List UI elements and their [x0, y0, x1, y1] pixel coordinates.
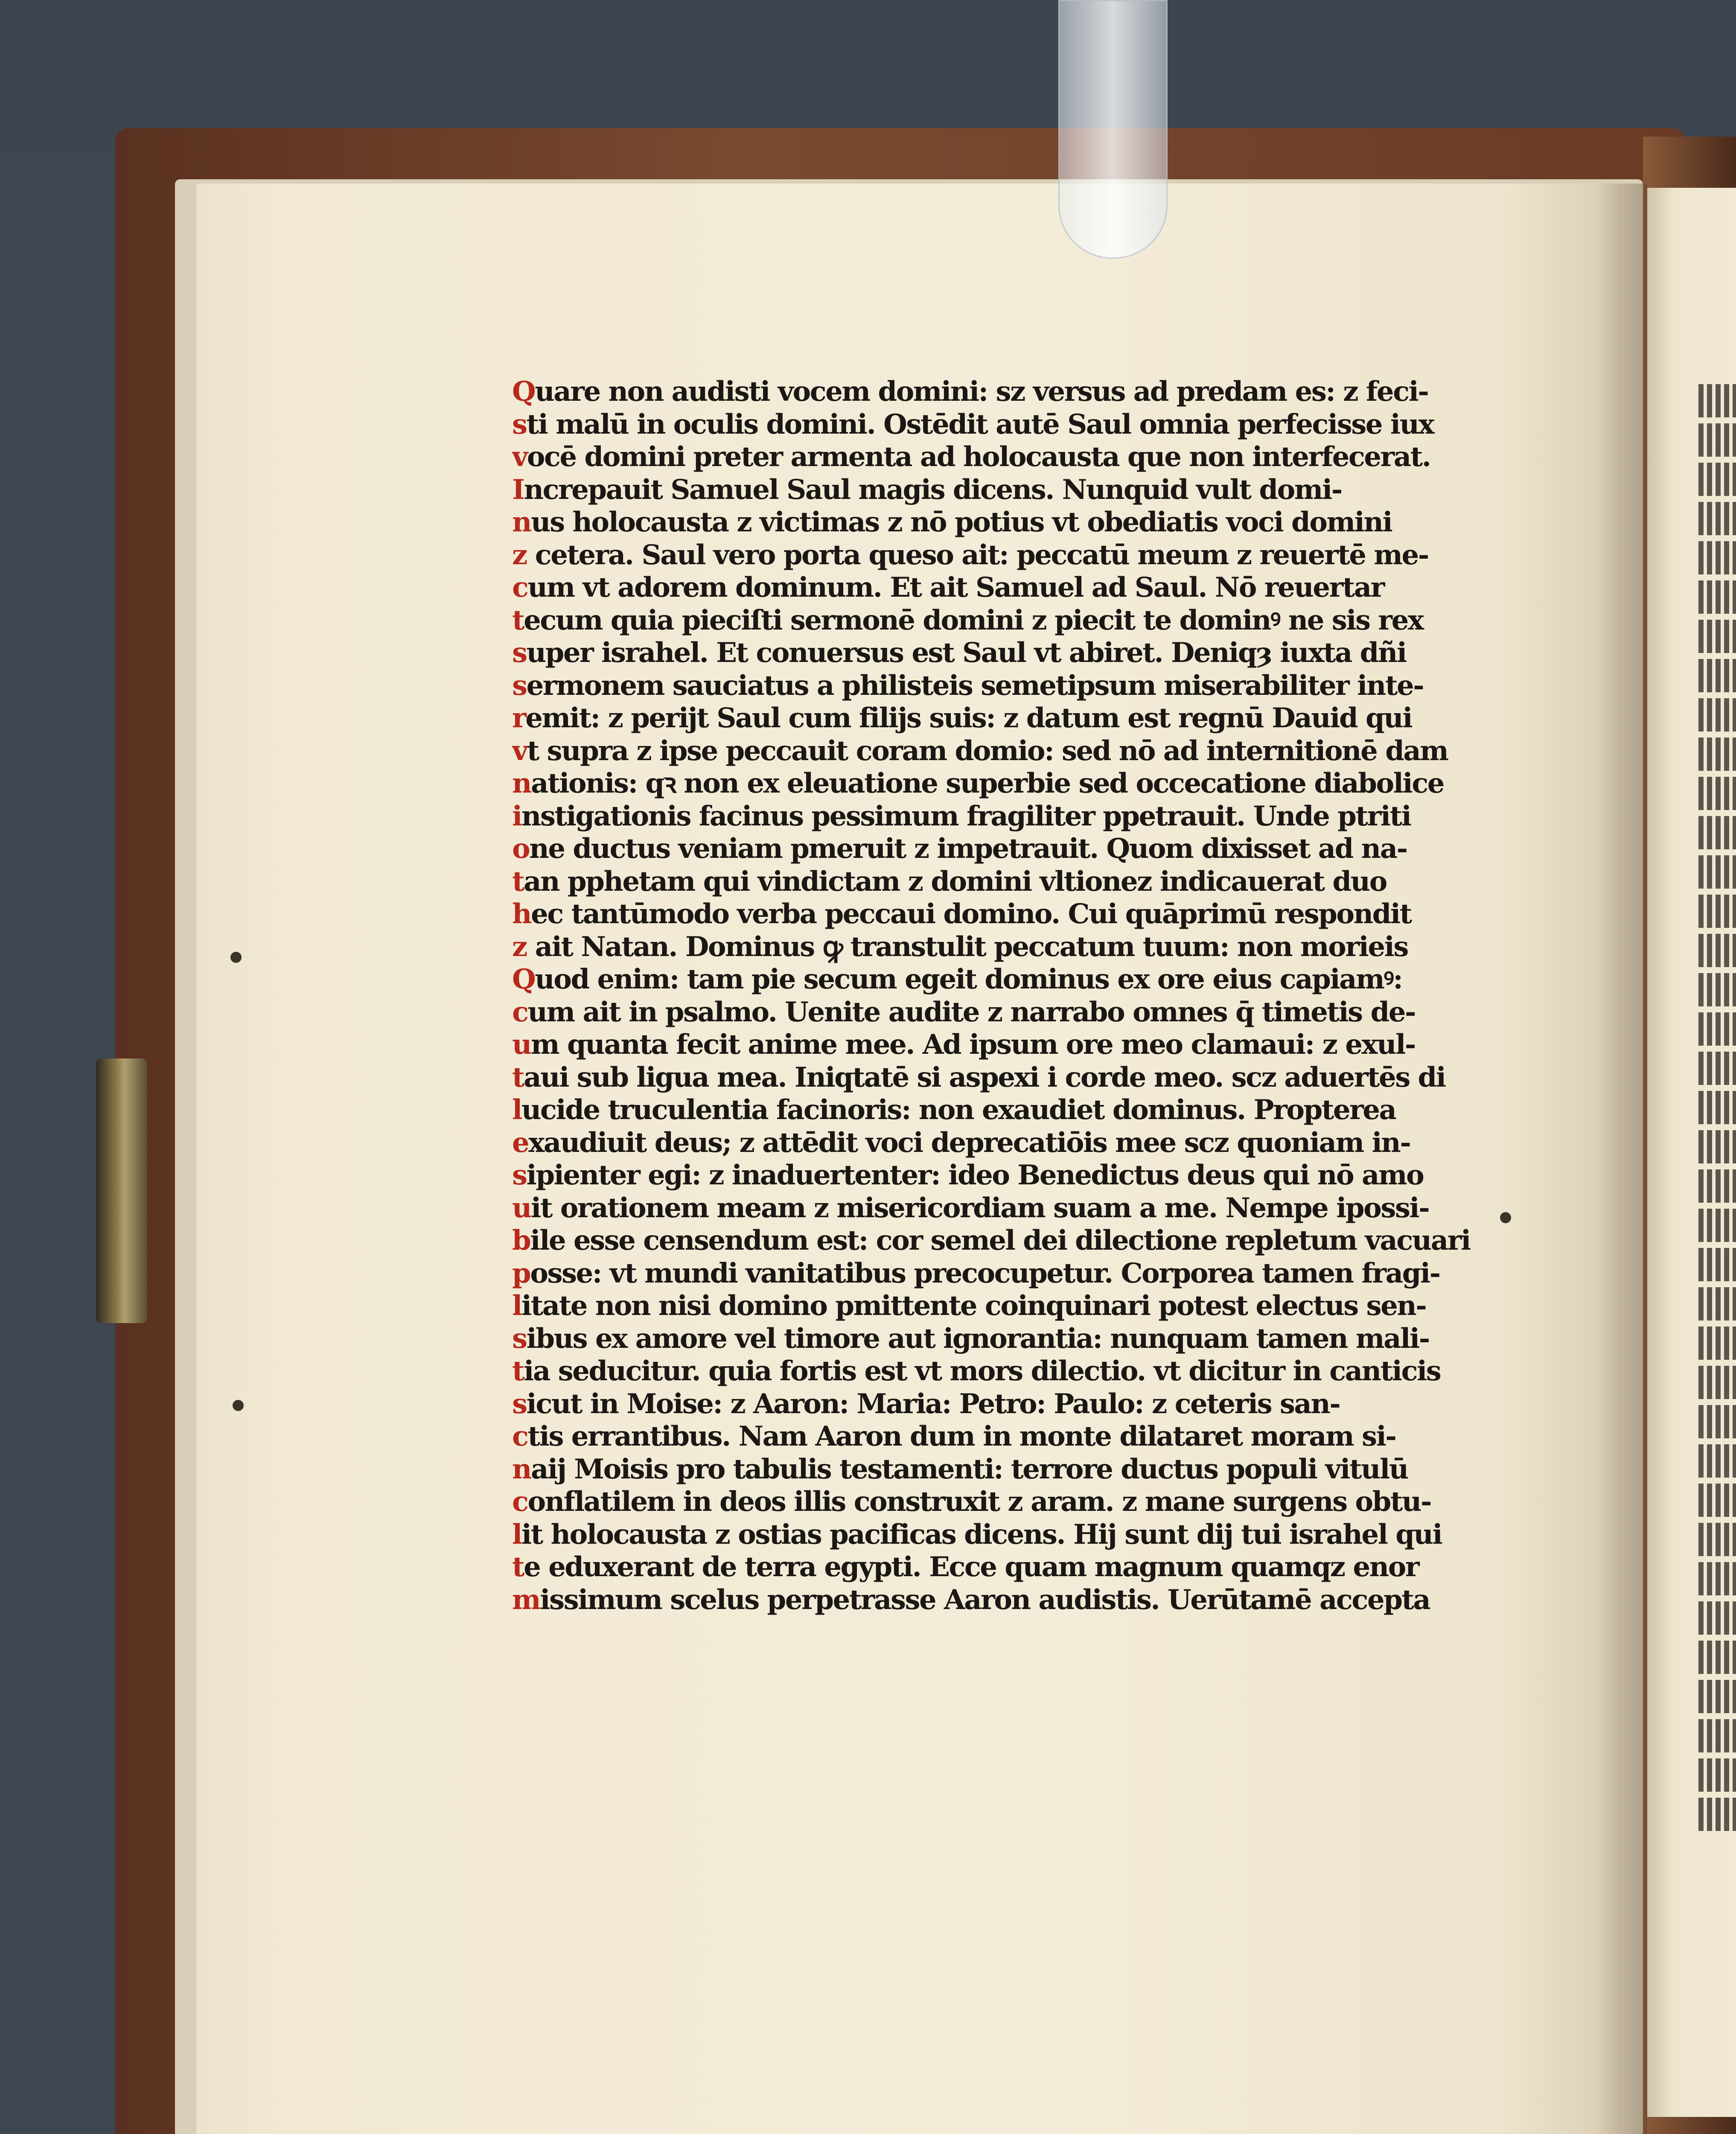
- paper-spot: [233, 1400, 244, 1411]
- text-line: remit: z perijt Saul cum filijs suis: z datum est regnū Dauid qui: [512, 702, 1412, 734]
- text-line: sicut in Moise: z Aaron: Maria: Petro: Paulo: z ceteris san-: [512, 1388, 1340, 1420]
- right-text-stroke: [1698, 1326, 1736, 1360]
- text-line: lucide truculentia facinoris: non exaudiet dominus. Propterea: [512, 1094, 1396, 1126]
- right-text-stroke: [1698, 1012, 1736, 1046]
- right-text-stroke: [1698, 1601, 1736, 1635]
- paper-spot: [230, 952, 242, 963]
- right-text-stroke: [1698, 738, 1736, 771]
- text-line: tia seducitur. quia fortis est vt mors dilectio. vt dicitur in canticis: [512, 1355, 1441, 1387]
- text-line: conflatilem in deos illis construxit z aram. z mane surgens obtu-: [512, 1486, 1431, 1518]
- text-line: tan pphetam qui vindictam z domini vltionez indicauerat duo: [512, 865, 1386, 898]
- right-text-stroke: [1698, 1287, 1736, 1321]
- text-line: naij Moisis pro tabulis testamenti: terrore ductus populi vitulū: [512, 1453, 1408, 1485]
- text-line: tecum quia pieciſti sermonē domini z piecit te dominꝰ ne sis rex: [512, 604, 1423, 636]
- text-line: Increpauit Samuel Saul magis dicens. Nunquid vult domi-: [512, 473, 1342, 506]
- text-line: lit holocausta z ostias pacificas dicens. Hij sunt dij tui israhel qui: [512, 1518, 1442, 1551]
- right-text-stroke: [1698, 463, 1736, 496]
- right-text-stroke: [1698, 1641, 1736, 1674]
- right-text-stroke: [1698, 1169, 1736, 1203]
- right-text-stroke: [1698, 1405, 1736, 1438]
- text-line: exaudiuit deus; z attēdit voci deprecatiōis mee scz quoniam in-: [512, 1126, 1410, 1159]
- text-line: z cetera. Saul vero porta queso ait: peccatū meum z reuertē me-: [512, 539, 1428, 571]
- text-line: sipienter egi: z inaduertenter: ideo Benedictus deus qui nō amo: [512, 1159, 1424, 1191]
- text-line: Quare non audisti vocem domini: sz versus ad predam es: z feci-: [512, 376, 1428, 408]
- text-line: vocē domini preter armenta ad holocausta que non interfecerat.: [512, 441, 1430, 473]
- right-text-stroke: [1698, 1091, 1736, 1124]
- right-page-text-fragment: [1698, 384, 1736, 1878]
- right-text-stroke: [1698, 384, 1736, 417]
- page-holder-strap-top: [1058, 0, 1168, 259]
- text-line: nationis: qꝛ non ex eleuatione superbie sed occecatione diabolice: [512, 767, 1444, 799]
- right-text-stroke: [1698, 816, 1736, 849]
- right-text-stroke: [1698, 1484, 1736, 1517]
- text-line: um quanta fecit anime mee. Ad ipsum ore meo clamaui: z exul-: [512, 1029, 1415, 1061]
- text-line: litate non nisi domino pmittente coinquinari potest electus sen-: [512, 1290, 1426, 1322]
- text-line: sti malū in oculis domini. Ostēdit autē Saul omnia perfecisse iux: [512, 408, 1434, 440]
- text-line: taui sub ligua mea. Iniqtatē si aspexi i corde meo. scz aduertēs di: [512, 1061, 1445, 1093]
- right-text-stroke: [1698, 1052, 1736, 1085]
- right-text-stroke: [1698, 1444, 1736, 1478]
- right-text-stroke: [1698, 580, 1736, 614]
- right-text-stroke: [1698, 934, 1736, 967]
- text-line: one ductus veniam pmeruit z impetrauit. Quom dixisset ad na-: [512, 833, 1407, 865]
- text-line: ctis errantibus. Nam Aaron dum in monte dilataret moram si-: [512, 1420, 1396, 1452]
- right-text-stroke: [1698, 541, 1736, 574]
- text-line: instigationis facinus pessimum fragiliter ppetrauit. Unde ptriti: [512, 800, 1411, 832]
- right-text-stroke: [1698, 1209, 1736, 1242]
- text-line: cum ait in psalmo. Uenite audite z narrabo omnes q̄ timetis de-: [512, 996, 1415, 1028]
- text-line: hec tantūmodo verba peccaui domino. Cui quāprimū respondit: [512, 898, 1411, 930]
- text-line: te eduxerant de terra egypti. Ecce quam magnum quamqz enor: [512, 1551, 1419, 1583]
- right-text-stroke: [1698, 973, 1736, 1006]
- right-text-stroke: [1698, 855, 1736, 889]
- text-line: missimum scelus perpetrasse Aaron audistis. Uerūtamē accepta: [512, 1583, 1430, 1616]
- text-line: vt supra z ipse peccauit coram domio: sed nō ad internitionē dam: [512, 735, 1448, 767]
- text-line: sermonem sauciatus a philisteis semetipsum miserabiliter inte-: [512, 669, 1424, 702]
- right-text-stroke: [1698, 1130, 1736, 1163]
- right-text-stroke: [1698, 1758, 1736, 1792]
- text-line: uit orationem meam z misericordiam suam a me. Nempe ipossi-: [512, 1192, 1429, 1224]
- right-text-stroke: [1698, 1680, 1736, 1713]
- right-text-stroke: [1698, 1523, 1736, 1556]
- text-line: cum vt adorem dominum. Et ait Samuel ad Saul. Nō reuertar: [512, 571, 1384, 603]
- right-text-stroke: [1698, 502, 1736, 535]
- right-text-stroke: [1698, 1719, 1736, 1752]
- right-text-stroke: [1698, 1366, 1736, 1399]
- text-line: nus holocausta z victimas z nō potius vt obediatis voci domini: [512, 506, 1392, 538]
- right-text-stroke: [1698, 659, 1736, 692]
- right-text-stroke: [1698, 620, 1736, 653]
- right-text-stroke: [1698, 1248, 1736, 1281]
- text-line: Quod enim: tam pie secum egeit dominus ex ore eius capiamꝰ:: [512, 963, 1402, 995]
- right-text-stroke: [1698, 895, 1736, 928]
- clasp-icon: [96, 1058, 147, 1323]
- right-text-stroke: [1698, 1798, 1736, 1831]
- right-text-stroke: [1698, 777, 1736, 810]
- gutter-shadow: [1596, 184, 1647, 2134]
- right-text-stroke: [1698, 698, 1736, 732]
- right-text-stroke: [1698, 1562, 1736, 1595]
- right-text-stroke: [1698, 423, 1736, 457]
- text-line: sibus ex amore vel timore aut ignorantia: nunquam tamen mali-: [512, 1322, 1429, 1355]
- text-line: posse: vt mundi vanitatibus precocupetur. Corporea tamen fragi-: [512, 1257, 1440, 1289]
- text-line: super israhel. Et conuersus est Saul vt abiret. Deniqȝ iuxta dñi: [512, 637, 1406, 669]
- printed-text-block: [512, 376, 1519, 1878]
- text-line: bile esse censendum est: cor semel dei dilectione repletum vacuari: [512, 1224, 1470, 1256]
- text-line: z ait Natan. Dominus ꝙ transtulit peccatum tuum: non morieis: [512, 930, 1408, 963]
